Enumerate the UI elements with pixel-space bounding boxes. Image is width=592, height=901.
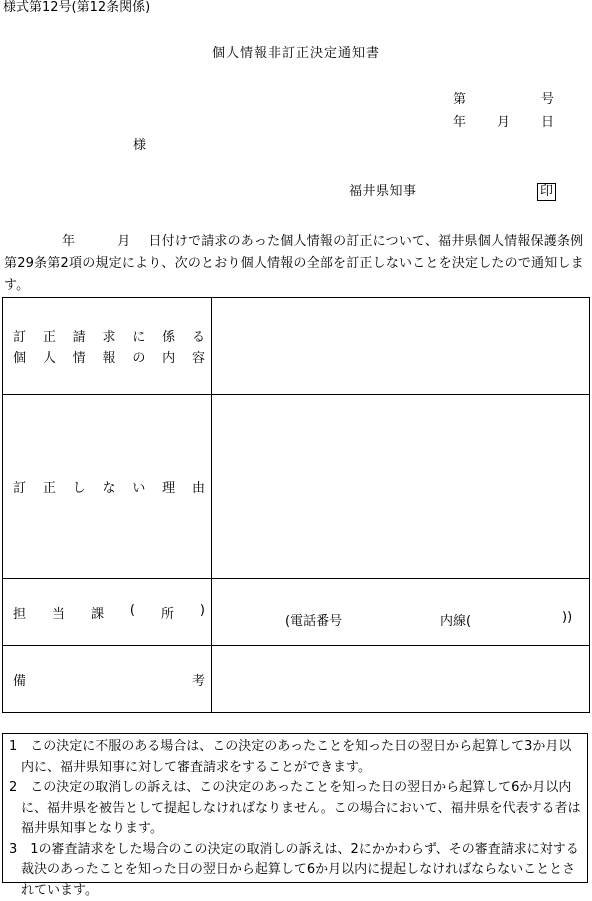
label-reason-line — [3, 477, 211, 496]
label-char: に — [132, 326, 145, 345]
label-char: 容 — [192, 347, 205, 366]
label-remarks — [3, 646, 212, 713]
document-title: 個人情報非訂正決定通知書 — [0, 46, 592, 62]
label-remarks-line — [3, 670, 211, 689]
label-department — [3, 579, 212, 646]
label-char: 正 — [43, 326, 56, 345]
label-char: 訂 — [13, 477, 26, 496]
note-2: 2 この決定の取消しの訴えは、この決定のあったことを知った日の翌日から起算して6か月以内に、福井県を被告として提起しなければなりません。この場合において、福井県を代表する者は福井県知事となります。 — [9, 778, 583, 840]
label-char: 担 — [13, 603, 26, 622]
note-3: 3 1の審査請求をした場合のこの決定の取消しの訴えは、2にかかわらず、その審査請求に対する裁決のあったことを知った日の翌日から起算して6か月以内に提起しなければならないこととされています。 — [9, 840, 583, 901]
field-remarks[interactable] — [212, 646, 590, 713]
label-char: 当 — [52, 603, 65, 622]
label-char: 課 — [91, 603, 104, 622]
form-code: 様式第12号(第12条関係) — [3, 0, 150, 16]
label-char: 由 — [192, 477, 205, 496]
label-request-line2 — [3, 347, 211, 366]
field-request-content[interactable] — [212, 298, 590, 395]
label-char: ) — [200, 603, 205, 622]
body-text: 日付けで請求のあった個人情報の訂正について、福井県個人情報保護条例第29条第2項の規定により、次のとおり個人情報の全部を訂正しないことを決定したので通知します。 — [4, 234, 584, 293]
label-char: い — [132, 477, 145, 496]
note-1: 1 この決定に不服のある場合は、この決定のあったことを知った日の翌日から起算して3か月以内に、福井県知事に対して審査請求をすることができます。 — [9, 737, 583, 778]
number-prefix: 第 — [453, 92, 466, 108]
label-char: 正 — [43, 477, 56, 496]
label-request-content — [3, 298, 212, 395]
label-char: 所 — [161, 603, 174, 622]
seal-mark — [537, 183, 556, 201]
label-char: 係 — [162, 326, 175, 345]
addressee-suffix: 様 — [133, 138, 146, 154]
phone-label: (電話番号 — [285, 610, 342, 629]
label-char: 内 — [162, 347, 175, 366]
issuer-name: 福井県知事 — [349, 184, 417, 200]
date-year: 年 — [453, 115, 466, 131]
notes-box — [2, 733, 588, 883]
label-department-line — [3, 603, 211, 622]
field-reason[interactable] — [212, 395, 590, 579]
row-remarks — [3, 646, 590, 713]
seal-text: 印 — [537, 183, 556, 201]
label-char: 考 — [192, 670, 205, 689]
label-char: 個 — [13, 347, 26, 366]
date-month: 月 — [497, 115, 510, 131]
label-reason — [3, 395, 212, 579]
label-char: 求 — [102, 326, 115, 345]
row-request-content — [3, 298, 590, 395]
label-char: 備 — [13, 670, 26, 689]
label-char: な — [102, 477, 115, 496]
body-year: 年 — [62, 234, 75, 249]
label-request-line1 — [3, 326, 211, 345]
label-char: の — [132, 347, 145, 366]
body-paragraph — [4, 231, 588, 297]
phone-line — [212, 579, 589, 645]
field-department[interactable] — [212, 579, 590, 646]
label-char: 報 — [102, 347, 115, 366]
extension-label: 内線( — [440, 610, 471, 629]
number-suffix: 号 — [541, 92, 554, 108]
label-char: ( — [130, 603, 135, 622]
label-char: 訂 — [13, 326, 26, 345]
label-char: 人 — [43, 347, 56, 366]
label-char: 請 — [73, 326, 86, 345]
row-reason — [3, 395, 590, 579]
row-department — [3, 579, 590, 646]
decision-table — [2, 297, 590, 713]
date-day: 日 — [541, 115, 554, 131]
body-month: 月 — [117, 234, 130, 249]
closing-parens: )) — [562, 610, 572, 625]
label-char: る — [192, 326, 205, 345]
label-char: 理 — [162, 477, 175, 496]
label-char: 情 — [73, 347, 86, 366]
label-char: し — [73, 477, 86, 496]
